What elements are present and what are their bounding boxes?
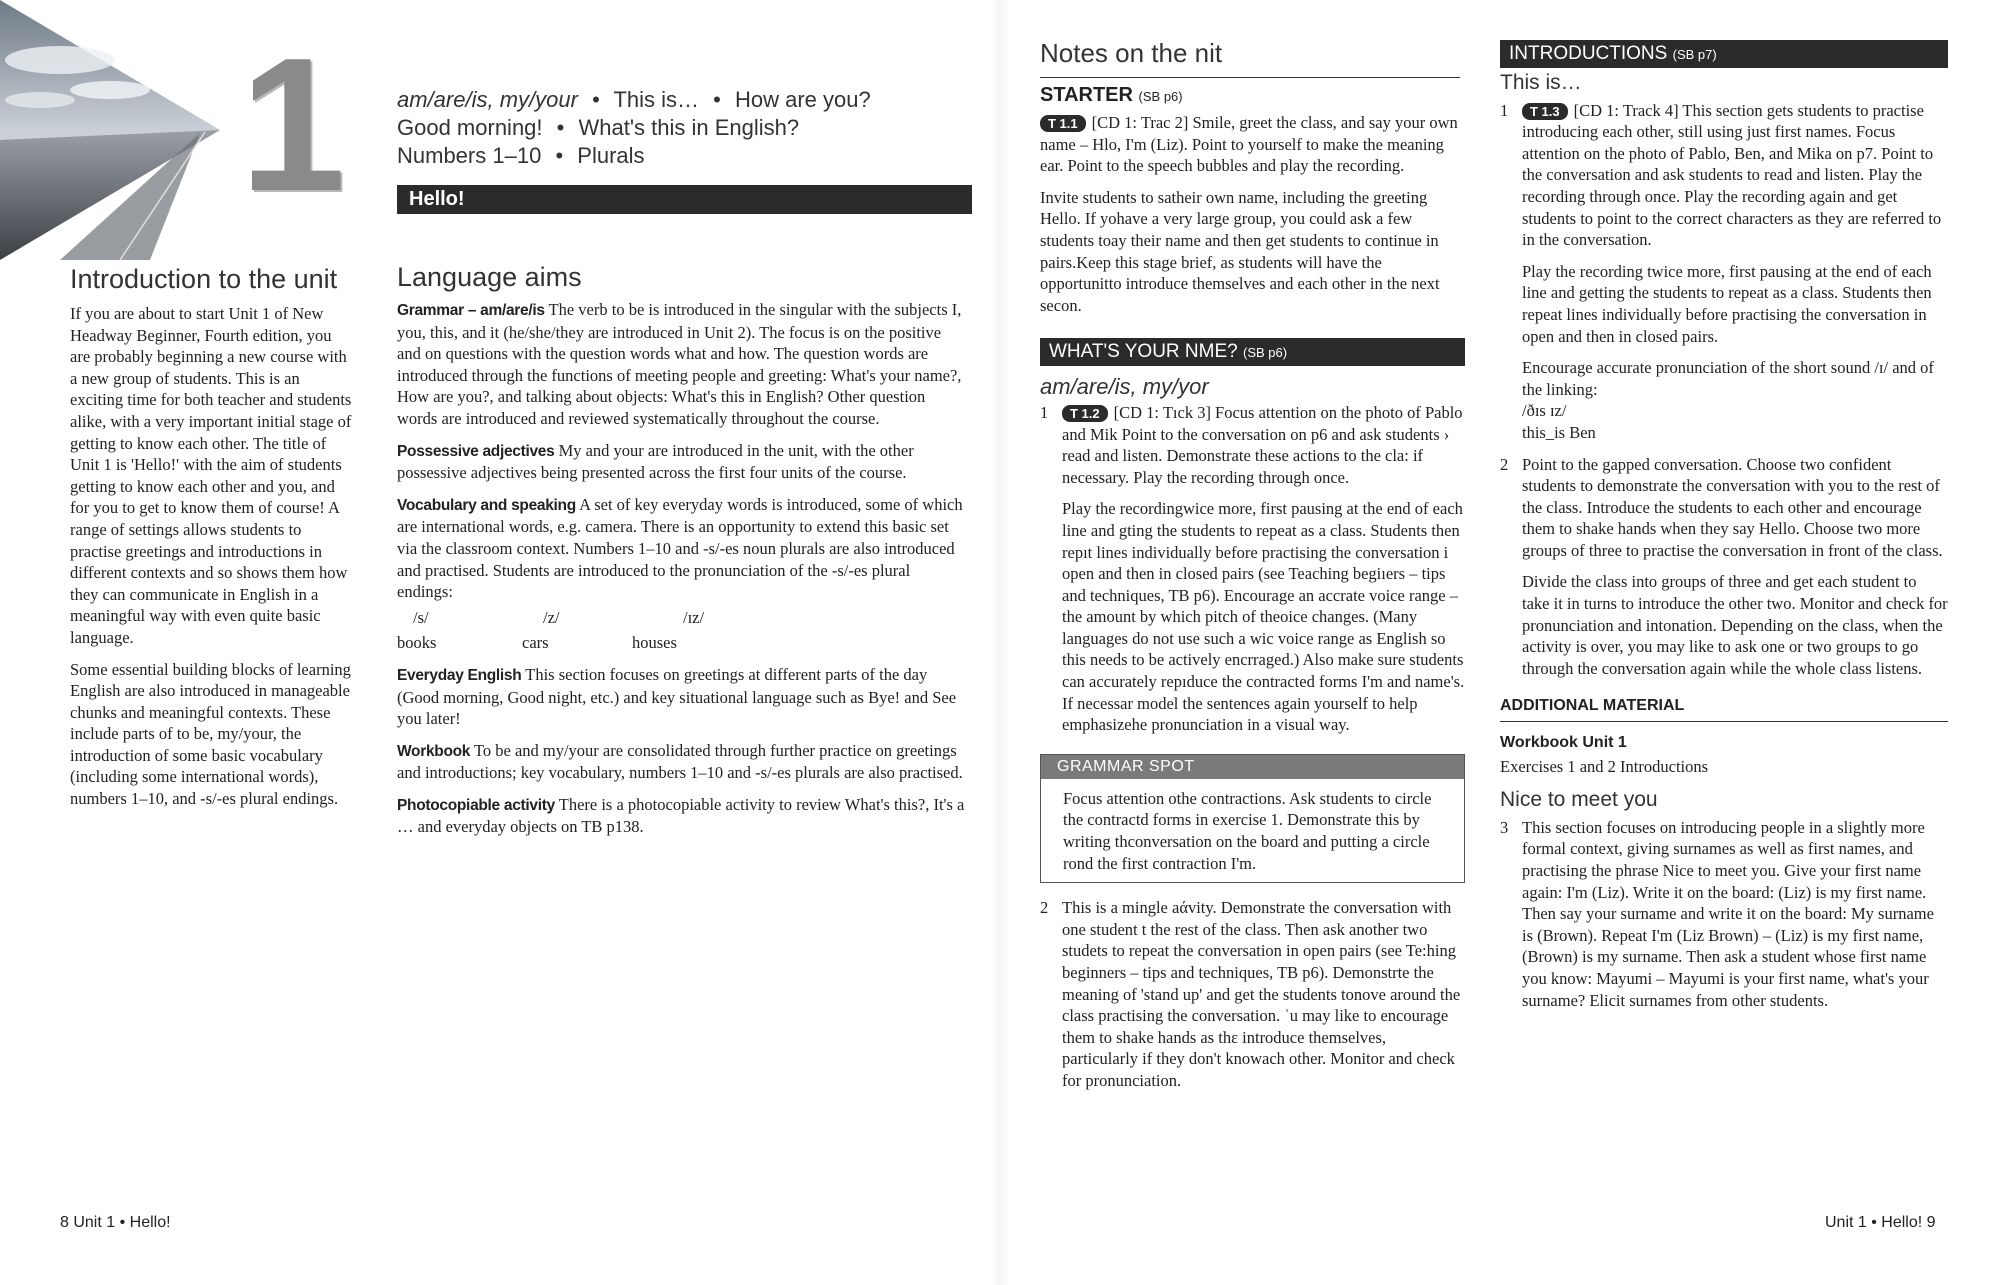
workbook-aim: Workbook To be and my/your are consolidated through further practice on greetings and introductions; key vocabulary, numbers 1–10 and -s/-es plurals are also practised. xyxy=(397,740,963,783)
grammar-aim: Grammar – am/are/is The verb to be is introduced in the singular with the subjects I, you, this, and it (he/she/they are introduced in Unit 2). The focus is on the positive and on questions with the question words what and how. The question words are introduced through the functions of meeting people and greeting: What's your name?, How are you?, and talking about objects: What's this in English? Other question words are introduced and reviewed systematically throughout the course. xyxy=(397,300,962,428)
nice-to-meet-you-exercise-3: 3 This section focuses on introducing people in a slightly more formal context, giving surnames as well as first names, and practising the phrase Nice to meet you. Give your first name again: I'm (Liz). Write it on the board: (Liz) is my first name. Then say your surname and write it on the board: My surname is (Brown). Repeat I'm (Liz Brown) – (Liz) is my first name, (Brown) is my surname. Then ask a student whose first name you know: Mayumi – Mayumi is your first name, what's your surname? Elicit surnames from other students. xyxy=(1500,817,1934,1010)
whats-your-name-bar: WHAT'S YOUR NME? (SB p6) xyxy=(1040,338,1465,366)
language-aims-column xyxy=(397,299,967,848)
introductions-bar: INTRODUCTIONS (SB p7) xyxy=(1500,40,1948,68)
additional-material-heading: ADDITIONAL MATERIAL xyxy=(1500,695,1948,722)
workbook-unit-label: Workbook Unit 1 xyxy=(1500,734,1627,752)
introductions-exercise-1: 1 T 1.3 [CD 1: Track 4] This section gets students to practise introducing each other, still using just first names. Focus attention on the photo of Pablo, Ben, and Mika on p7. Point to the conversation and ask students to read and listen. Play the recording through once. Play the recording again and get students to point to the correct characters as they are referred to in the conversation. Play the recording twice more, first pausing at the end of each line and getting the students to repeat as a class. Students then repeat lines individually before practising the conversation in open and then in closed pairs. Encourage accurate pronunciation of the short sound /ɪ/ and of the linking: /ðɪs ɪz/ this_is Ben xyxy=(1500,100,1942,442)
grammar-spot-heading: GRAMMAR SPOT xyxy=(1041,755,1464,779)
notes-rule xyxy=(1040,77,1460,78)
contents-line-1: am/are/is, my/your • This is… • How are you? xyxy=(397,87,871,112)
contents-line-2: Good morning! • What's this in English? xyxy=(397,115,800,140)
grammar-spot-text: Focus attention othe contractions. Ask students to circle the contractd forms in exercise 1. Demonstrate this by writing thconversation on the board and putting a circle rond the first contraction I'm. xyxy=(1063,788,1432,873)
introductions-exercise-2: 2 Point to the gapped conversation. Choose two confident students to demonstrate the conversation with you to the rest of the class. Introduce the students to each other and encourage them to shake hands when they say Hello. Choose two more groups of three to practise the conversation in front of the class. Divide the class into groups of three and get each student to take it in turns to introduce the other two. Monitor and check for pronunciation and intonation. Depending on the class, when the activity is over, you may like to ask one or two groups to go through the conversation again while the whole class listens. xyxy=(1500,454,1948,678)
contents-line-3: Numbers 1–10 • Plurals xyxy=(397,143,645,168)
right-page-footer: Unit 1 • Hello! 9 xyxy=(1825,1214,1936,1231)
grammar-spot-box xyxy=(1040,754,1465,883)
pronunciation-words: books cars houses xyxy=(397,633,677,653)
possessive-aim: Possessive adjectives My and your are introduced in the unit, with the other possessive adjectives being presented across the first four units of the course. xyxy=(397,440,914,483)
unit-title-bar: Hello! xyxy=(397,185,972,214)
intro-heading: Introduction to the unit xyxy=(70,264,338,294)
left-page-footer: 8 Unit 1 • Hello! xyxy=(60,1214,171,1231)
vocabulary-aim: Vocabulary and speaking A set of key everyday words is introduced, some of which are international words, e.g. camera. There is an opportunity to extend this basic set via the classroom context. Numbers 1–10 and -s/-es noun plurals are also introduced and practised. Students are introduced to the pronunciation of the -s/-es plural endings: xyxy=(397,494,963,602)
am-are-is-heading: am/are/is, my/yor xyxy=(1040,374,1209,400)
this-is-heading: This is… xyxy=(1500,71,1582,94)
exercise-1: 1 T 1.2 [CD 1: Tıck 3] Focus attention on the photo of Pablo and Mik Point to the conversation on p6 and ask students › read and listen. Demonstrate these actions to the cla: if necessary. Play the recording through once. Play the recordingwice more, first pausing at the end of each line and gting the students to repeat as a class. Students then repıt lines individually before practising the conversation i open and then in closed pairs (see Teaching begiıers – tips and techniques, TB p6). Encourage an accrate voice range – the amount by which pitch of theoice changes. (Many languages do not use such a wic voice range as English so this needs to be actively encrraged.) Also make sure students can accurately repıduce the contracted forms I'm and name's. If necessar model the sentences again yourself to help emphasizehe pronunciation in a visual way. xyxy=(1040,402,1465,735)
notes-title: Notes on the nit xyxy=(1040,38,1223,68)
intro-paragraph-2: Some essential building blocks of learning English are also introduced in manageable chunks and meaningful contexts. These include parts of to be, my/your, the introduction of some basic vocabulary (including some international words), numbers 1–10, and -s/-es plural endings. xyxy=(70,659,351,809)
intro-paragraph-1: If you are about to start Unit 1 of New Headway Beginner, Fourth edition, you are probably beginning a new course with a new group of students. This is an exciting time for both teacher and students alike, with a very important initial stage of getting to know each other. The title of Unit 1 is 'Hello!' with the aim of students getting to know each other and you, and for you to get to know them of course! A range of settings allows students to practise greetings and introductions in different contexts and so shows them how they can communicate in English in a meaningful way with even quite basic language. xyxy=(70,304,352,647)
photocopiable-aim: Photocopiable activity There is a photocopiable activity to review What's this?, It's a … and everyday objects on TB p138. xyxy=(397,794,965,837)
right-page xyxy=(1000,0,2000,1285)
starter-heading: STARTER (SB p6) xyxy=(1040,84,1183,106)
pronunciation-symbols: /s/ /z/ /ɪz/ xyxy=(413,607,705,627)
unit-number: 1 xyxy=(240,19,340,231)
middle-column xyxy=(1040,112,1465,1102)
road-sky-image xyxy=(0,0,235,260)
language-aims-heading: Language aims xyxy=(397,262,582,292)
everyday-english-aim: Everyday English This section focuses on greetings at different parts of the day (Good morning, Good night, etc.) and key situational language such as Bye! and See you later! xyxy=(397,664,957,729)
workbook-exercises: Exercises 1 and 2 Introductions xyxy=(1500,756,1709,776)
intro-column xyxy=(70,303,352,820)
starter-paragraph-2: Invite students to satheir own name, including the greeting Hello. If yohave a very large group, you could ask a few students toay their name and then get students to continue in pairs.Keep this stage brief, as students will have the opportunitto introduce themselves and each other in the next secon. xyxy=(1040,187,1440,315)
right-column xyxy=(1500,40,1948,1021)
unit-contents xyxy=(397,86,977,170)
starter-paragraph-1: T 1.1 [CD 1: Trac 2] Smile, greet the class, and say your own name – Hlo, I'm (Liz). Point to yourself to make the meaning ear. Point to the speech bubbles and play the recording. xyxy=(1040,113,1458,176)
exercise-2: 2 This is a mingle aάvity. Demonstrate the conversation with one student t the rest of the class. Then ask another two studets to repeat the conversation in open pairs (see Te:hing beginners – tips and techniques, TB p6). Demonstrte the meaning of 'stand up' and get the students tonove around the class practising the conversation. ʾu may like to encourage them to shake hands as thɛ introduce themselves, particularly if they don't knowach other. Monitor and check for pronunciation. xyxy=(1040,898,1461,1090)
nice-to-meet-you-heading: Nice to meet you xyxy=(1500,788,1658,812)
